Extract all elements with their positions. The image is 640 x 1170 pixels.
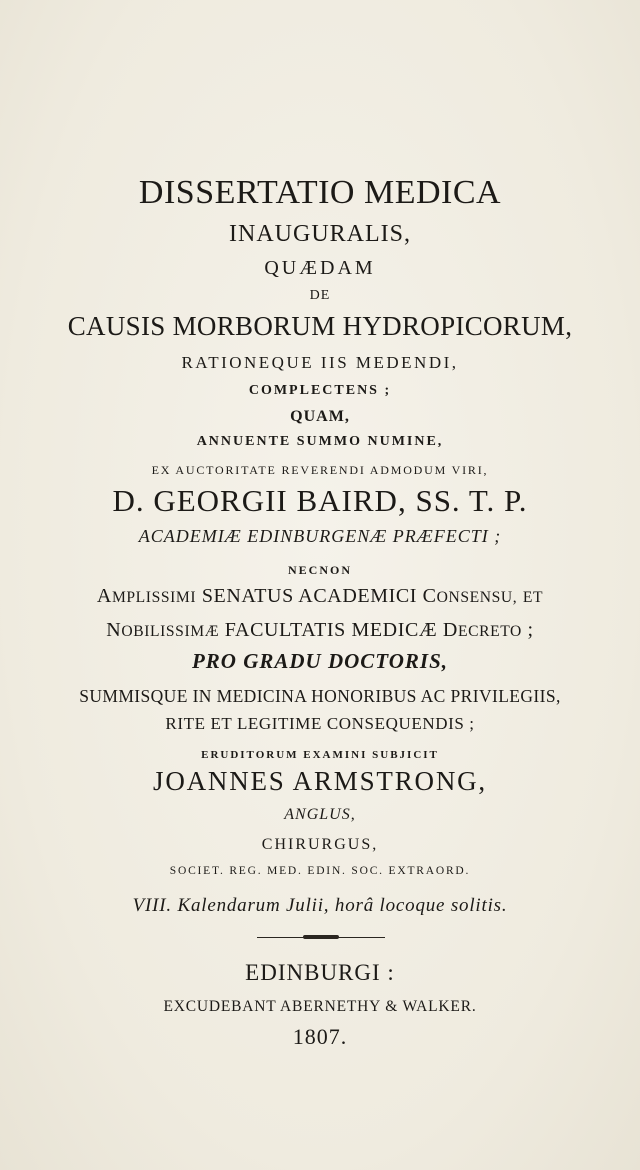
title-line-consequendis: RITE ET LEGITIME CONSEQUENDIS ;	[165, 714, 475, 733]
author-society: SOCIET. REG. MED. EDIN. SOC. EXTRAORD.	[169, 865, 471, 877]
ornamental-rule-center	[303, 935, 339, 939]
title-line-complectens: COMPLECTENS ;	[248, 383, 392, 398]
title-line-quam: QUAM,	[290, 408, 350, 425]
imprint-city: EDINBURGI :	[245, 960, 395, 985]
smallcaps-rest: ECRETO	[457, 623, 522, 640]
defense-date: VIII. Kalendarum Julii, horâ locoque solitis.	[132, 895, 508, 916]
title-line-subjicit: ERUDITORUM EXAMINI SUBJICIT	[201, 749, 439, 761]
title-line-dissertatio: DISSERTATIO MEDICA	[138, 174, 502, 211]
smallcaps-initial: C	[422, 585, 437, 607]
author-name: JOANNES ARMSTRONG,	[153, 766, 487, 796]
title-line-necnon: NECNON	[287, 563, 352, 577]
principal-office: ACADEMIÆ EDINBURGENÆ PRÆFECTI ;	[138, 526, 502, 546]
title-line-de: DE	[309, 288, 331, 303]
principal-name: D. GEORGII BAIRD, SS. T. P.	[112, 483, 528, 518]
smallcaps-initial: A	[96, 585, 112, 607]
smallcaps-initial: D	[442, 619, 458, 641]
smallcaps-rest: OBILISSIMÆ	[121, 623, 220, 640]
title-line-facultatis	[0, 620, 640, 640]
conjunction-text: ET	[522, 589, 544, 606]
author-profession: CHIRURGUS,	[261, 836, 379, 853]
title-line-inauguralis: INAUGURALIS,	[229, 221, 411, 247]
title-line-honoribus: SUMMISQUE IN MEDICINA HONORIBUS AC PRIVILEGIIS,	[79, 686, 561, 706]
smallcaps-rest: ONSENSU,	[436, 589, 518, 606]
senatus-text: SENATUS ACADEMICI	[201, 585, 418, 607]
title-line-subject: CAUSIS MORBORUM HYDROPICORUM,	[67, 311, 573, 341]
imprint-year: 1807.	[292, 1024, 348, 1049]
smallcaps-rest: MPLISSIMI	[111, 589, 197, 606]
title-line-senatus	[0, 586, 640, 606]
title-line-pro-gradu: PRO GRADU DOCTORIS,	[191, 649, 449, 673]
title-line-annuente: ANNUENTE SUMMO NUMINE,	[196, 434, 444, 449]
title-line-medendi: RATIONEQUE IIS MEDENDI,	[181, 353, 459, 372]
facultatis-text: FACULTATIS MEDICÆ	[224, 619, 438, 641]
imprint-printers: EXCUDEBANT ABERNETHY & WALKER.	[163, 998, 477, 1015]
smallcaps-initial: N	[106, 619, 122, 641]
title-line-quaedam: QUÆDAM	[264, 257, 376, 279]
punctuation-text: ;	[527, 619, 534, 641]
title-line-auctoritate: EX AUCTORITATE REVERENDI ADMODUM VIRI,	[151, 463, 489, 477]
author-nationality: ANGLUS,	[284, 806, 356, 823]
